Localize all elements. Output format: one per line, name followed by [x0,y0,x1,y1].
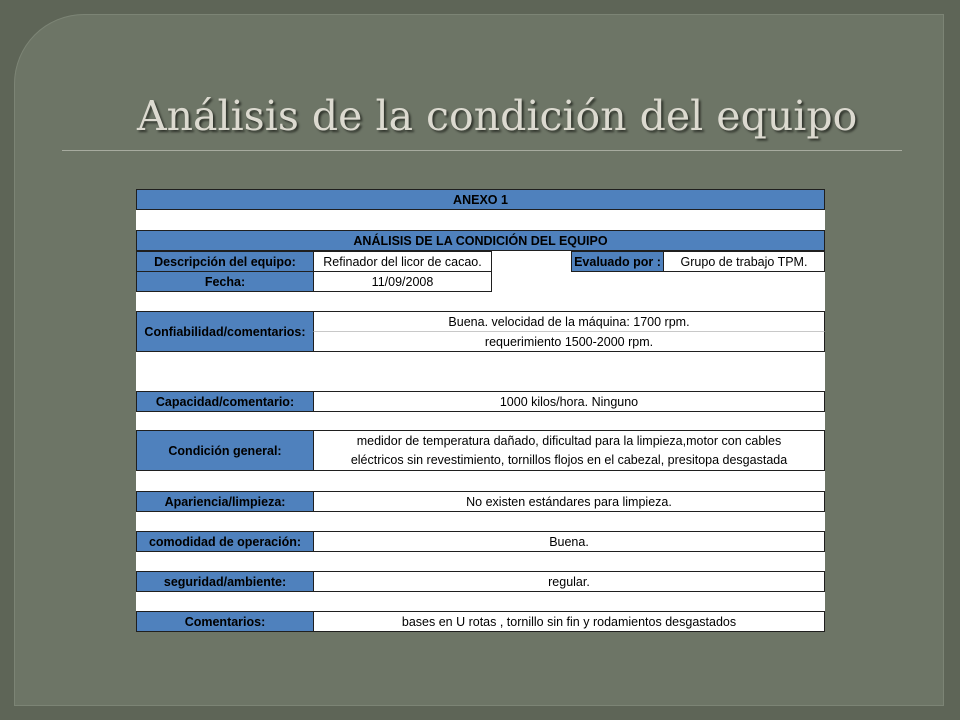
safety-value-cell: regular. [313,571,825,592]
comfort-label-cell: comodidad de operación: [136,531,314,552]
reliability-line1-cell: Buena. velocidad de la máquina: 1700 rpm. [313,311,825,332]
comfort-value-cell: Buena. [313,531,825,552]
capacity-value-cell: 1000 kilos/hora. Ninguno [313,391,825,412]
condition-analysis-sheet [136,189,825,632]
evaluated-label-cell: Evaluado por : [571,251,664,272]
section-title-cell: ANÁLISIS DE LA CONDICIÓN DEL EQUIPO [136,230,825,251]
reliability-label-cell: Confiabilidad/comentarios: [136,311,314,352]
reliability-line2-cell: requerimiento 1500-2000 rpm. [313,331,825,352]
annex-title-cell: ANEXO 1 [136,189,825,210]
slide-title: Análisis de la condición del equipo [137,92,858,140]
condition-value-cell [313,430,825,471]
safety-label-cell: seguridad/ambiente: [136,571,314,592]
condition-line1: medidor de temperatura dañado, dificultad para la limpieza,motor con cables [356,433,782,448]
title-divider [62,150,902,151]
appearance-label-cell: Apariencia/limpieza: [136,491,314,512]
comments-value-cell: bases en U rotas , tornillo sin fin y rodamientos desgastados [313,611,825,632]
appearance-value-cell: No existen estándares para limpieza. [313,491,825,512]
description-value-cell: Refinador del licor de cacao. [313,251,492,272]
comments-label-cell: Comentarios: [136,611,314,632]
description-label-cell: Descripción del equipo: [136,251,314,272]
condition-line2: eléctricos sin revestimiento, tornillos flojos en el cabezal, presitopa desgastada [350,452,788,467]
condition-label-cell: Condición general: [136,430,314,471]
evaluated-value-cell: Grupo de trabajo TPM. [663,251,825,272]
date-label-cell: Fecha: [136,271,314,292]
date-value-cell: 11/09/2008 [313,271,492,292]
capacity-label-cell: Capacidad/comentario: [136,391,314,412]
